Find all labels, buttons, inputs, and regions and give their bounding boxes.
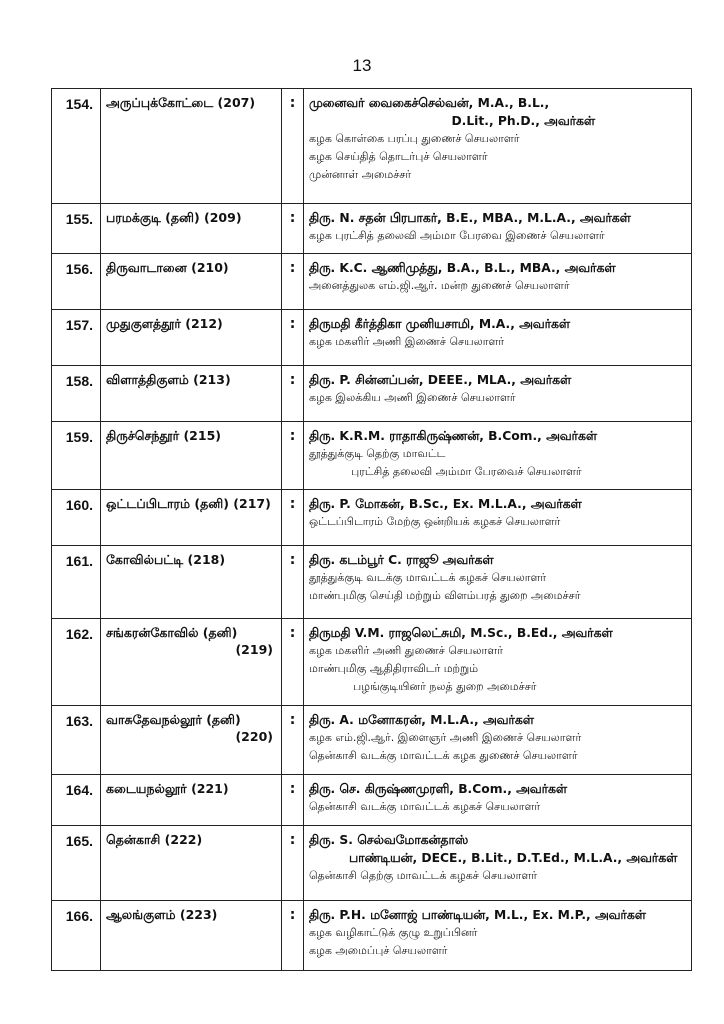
serial-number: 154. (52, 89, 101, 204)
candidate-name: திரு. K.C. ஆணிமுத்து, B.A., B.L., MBA., அவர்கள் (309, 261, 616, 275)
candidate-details (304, 826, 692, 901)
constituency-name: கோவில்பட்டி (218) (106, 552, 226, 567)
candidate-details (304, 89, 692, 204)
colon-separator: : (282, 619, 304, 706)
candidate-role: கழக செய்தித் தொடர்புச் செயலாளர் (309, 150, 488, 163)
candidate-role: கழக அமைப்புச் செயலாளர் (309, 944, 448, 957)
constituency-cell (101, 254, 282, 310)
table-row (52, 901, 692, 971)
candidate-name: திரு. S. செல்வமோகன்தாஸ் (309, 833, 469, 847)
candidate-details (304, 546, 692, 619)
candidate-name-continued: பாண்டியன், DECE., B.Lit., D.T.Ed., M.L.A., அவர்கள் (349, 851, 678, 865)
candidate-details (304, 204, 692, 254)
table-row (52, 89, 692, 204)
constituency-seat-number: (220) (235, 729, 273, 744)
candidate-role: மாண்புமிகு ஆதிதிராவிடர் மற்றும் (309, 662, 479, 675)
table-row (52, 546, 692, 619)
constituency-name: ஆலங்குளம் (223) (106, 907, 218, 922)
serial-number: 155. (52, 204, 101, 254)
candidate-details (304, 310, 692, 366)
colon-separator: : (282, 254, 304, 310)
candidate-name: திரு. P.H. மனோஜ் பாண்டியன், M.L., Ex. M.P., அவர்கள் (309, 908, 646, 922)
constituency-cell (101, 490, 282, 546)
candidate-details (304, 706, 692, 775)
constituency-cell (101, 204, 282, 254)
colon-separator: : (282, 422, 304, 490)
serial-number: 161. (52, 546, 101, 619)
candidate-role: தூத்துக்குடி வடக்கு மாவட்டக் கழகச் செயலாளர் (309, 571, 547, 584)
colon-separator: : (282, 706, 304, 775)
table-row (52, 706, 692, 775)
candidate-details (304, 901, 692, 971)
constituency-cell (101, 826, 282, 901)
constituency-cell (101, 706, 282, 775)
candidate-name-continued: D.Lit., Ph.D., அவர்கள் (451, 114, 595, 128)
table-row (52, 826, 692, 901)
candidate-role: கழக மகளிர் அணி இணைச் செயலாளர் (309, 335, 505, 348)
candidate-role: முன்னாள் அமைச்சர் (309, 168, 412, 181)
candidate-name: திருமதி கீர்த்திகா முனியசாமி, M.A., அவர்கள் (309, 317, 570, 331)
constituency-name: ஒட்டப்பிடாரம் (தனி) (217) (106, 496, 271, 511)
candidate-name: முனைவர் வைகைச்செல்வன், M.A., B.L., (309, 96, 550, 110)
serial-number: 164. (52, 775, 101, 826)
serial-number: 158. (52, 366, 101, 422)
candidate-role: கழக கொள்கை பரப்பு துணைச் செயலாளர் (309, 132, 520, 145)
table-row (52, 366, 692, 422)
candidate-role: கழக வழிகாட்டுக் குழு உறுப்பினர் (309, 926, 478, 939)
colon-separator: : (282, 775, 304, 826)
constituency-cell (101, 366, 282, 422)
colon-separator: : (282, 490, 304, 546)
table-row (52, 204, 692, 254)
candidate-name: திரு. செ. கிருஷ்ணமுரளி, B.Com., அவர்கள் (309, 782, 567, 796)
serial-number: 157. (52, 310, 101, 366)
constituency-name: திருச்செந்தூர் (215) (106, 428, 221, 443)
candidate-details (304, 366, 692, 422)
candidate-details (304, 490, 692, 546)
candidate-role: கழக இலக்கிய அணி இணைச் செயலாளர் (309, 391, 516, 404)
candidate-details (304, 619, 692, 706)
candidate-name: திரு. P. மோகன், B.Sc., Ex. M.L.A., அவர்கள் (309, 497, 582, 511)
candidate-role: தூத்துக்குடி தெற்கு மாவட்ட (309, 447, 446, 460)
constituency-cell (101, 89, 282, 204)
constituency-cell (101, 775, 282, 826)
constituency-name: முதுகுளத்தூர் (212) (106, 316, 223, 331)
table-row (52, 310, 692, 366)
constituency-name: திருவாடானை (210) (106, 260, 229, 275)
candidate-name: திரு. K.R.M. ராதாகிருஷ்ணன், B.Com., அவர்கள் (309, 429, 597, 443)
colon-separator: : (282, 89, 304, 204)
candidate-table (51, 88, 692, 971)
table-row (52, 490, 692, 546)
candidate-details (304, 775, 692, 826)
serial-number: 165. (52, 826, 101, 901)
constituency-cell (101, 546, 282, 619)
candidate-role: புரட்சித் தலைவி அம்மா பேரவைச் செயலாளர் (351, 465, 582, 478)
candidate-role: அனைத்துலக எம்.ஜி.ஆர். மன்ற துணைச் செயலாளர் (309, 279, 570, 292)
candidate-role: ஒட்டப்பிடாரம் மேற்கு ஒன்றியக் கழகச் செயலாளர் (309, 515, 561, 528)
colon-separator: : (282, 366, 304, 422)
candidate-role: தென்காசி வடக்கு மாவட்டக் கழகச் செயலாளர் (309, 800, 541, 813)
constituency-name: தென்காசி (222) (106, 832, 203, 847)
serial-number: 162. (52, 619, 101, 706)
candidate-role: கழக எம்.ஜி.ஆர். இளைஞர் அணி இணைச் செயலாளர் (309, 731, 582, 744)
candidate-role: தென்காசி தெற்கு மாவட்டக் கழகச் செயலாளர் (309, 869, 538, 882)
table-row (52, 775, 692, 826)
constituency-cell (101, 310, 282, 366)
candidate-role: கழக புரட்சித் தலைவி அம்மா பேரவை இணைச் செயலாளர் (309, 229, 605, 242)
serial-number: 166. (52, 901, 101, 971)
constituency-cell (101, 901, 282, 971)
colon-separator: : (282, 901, 304, 971)
candidate-name: திரு. A. மனோகரன், M.L.A., அவர்கள் (309, 713, 534, 727)
table-row (52, 254, 692, 310)
candidate-role: கழக மகளிர் அணி துணைச் செயலாளர் (309, 644, 503, 657)
candidate-details (304, 254, 692, 310)
candidate-role: பழங்குடியினர் நலத் துறை அமைச்சர் (353, 680, 537, 693)
colon-separator: : (282, 310, 304, 366)
colon-separator: : (282, 826, 304, 901)
candidate-name: திருமதி V.M. ராஜலெட்சுமி, M.Sc., B.Ed., அவர்கள் (309, 626, 613, 640)
candidate-name: திரு. P. சின்னப்பன், DEEE., MLA., அவர்கள் (309, 373, 572, 387)
constituency-seat-number: (219) (235, 642, 273, 657)
constituency-cell (101, 619, 282, 706)
constituency-name: பரமக்குடி (தனி) (209) (106, 210, 242, 225)
serial-number: 159. (52, 422, 101, 490)
page-number: 13 (352, 56, 372, 75)
constituency-name: கடையநல்லூர் (221) (106, 781, 229, 796)
candidate-role: தென்காசி வடக்கு மாவட்டக் கழக துணைச் செயலாளர் (309, 749, 578, 762)
candidate-name: திரு. N. சதன் பிரபாகர், B.E., MBA., M.L.A., அவர்கள் (309, 211, 631, 225)
table-row (52, 619, 692, 706)
table-row (52, 422, 692, 490)
serial-number: 160. (52, 490, 101, 546)
colon-separator: : (282, 204, 304, 254)
constituency-name: சங்கரன்கோவில் (தனி) (106, 625, 238, 640)
constituency-name: வாசுதேவநல்லூர் (தனி) (106, 712, 241, 727)
constituency-name: அருப்புக்கோட்டை (207) (106, 95, 256, 110)
candidate-role: மாண்புமிகு செய்தி மற்றும் விளம்பரத் துறை அமைச்சர் (309, 589, 581, 602)
constituency-cell (101, 422, 282, 490)
serial-number: 163. (52, 706, 101, 775)
candidate-name: திரு. கடம்பூர் C. ராஜூ அவர்கள் (309, 553, 494, 567)
constituency-name: விளாத்திகுளம் (213) (106, 372, 231, 387)
candidate-details (304, 422, 692, 490)
colon-separator: : (282, 546, 304, 619)
serial-number: 156. (52, 254, 101, 310)
